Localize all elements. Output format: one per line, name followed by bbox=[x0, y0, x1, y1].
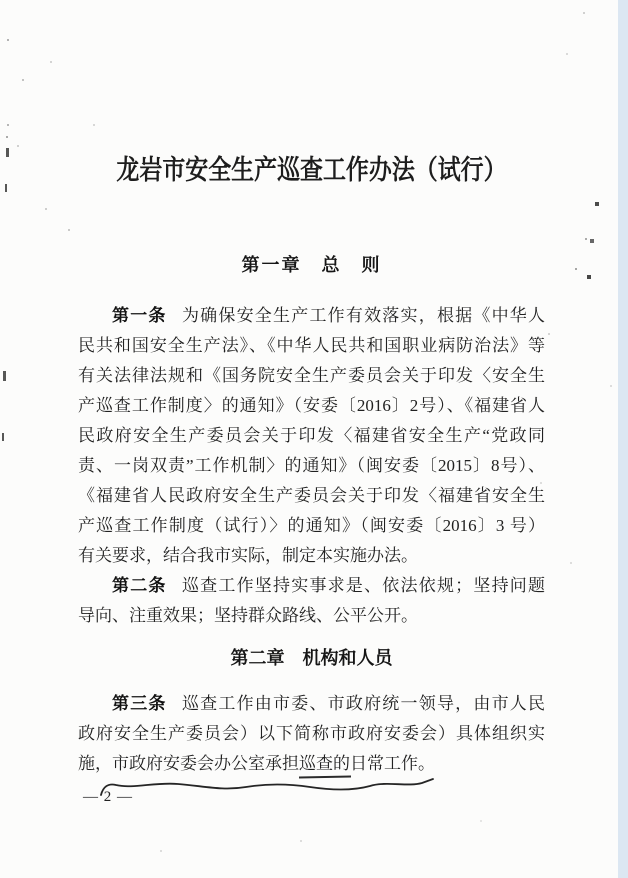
article-3-number: 第三条 bbox=[112, 694, 167, 713]
text-line: 产巡查工作制度〉的通知》（安委〔2016〕2号）、《福建省人 bbox=[78, 396, 545, 415]
text-line: 《福建省人民政府安全生产委员会关于印发〈福建省安全生 bbox=[78, 486, 545, 505]
chapter-2-heading: 第二章 机构和人员 bbox=[230, 648, 393, 668]
text-line: 民政府安全生产委员会关于印发〈福建省安全生产“党政同 bbox=[78, 426, 545, 445]
scan-edge-mark bbox=[5, 184, 7, 192]
text-line: 施，市政府安委会办公室承担巡查的日常工作。 bbox=[78, 754, 435, 773]
article-2-number: 第二条 bbox=[112, 576, 167, 595]
text-line: 导向、注重效果；坚持群众路线、公平公开。 bbox=[78, 606, 418, 625]
page-number: — 2 — bbox=[83, 789, 133, 805]
scan-edge-strip bbox=[618, 0, 628, 878]
scan-noise-specks bbox=[0, 0, 2, 2]
document-title: 龙岩市安全生产巡查工作办法（试行） bbox=[116, 155, 507, 185]
text-run: 巡查工作坚持实事求是、依法依规；坚持问题 bbox=[181, 576, 546, 595]
text-line: 有关法律法规和《国务院安全生产委员会关于印发〈安全生 bbox=[78, 366, 545, 385]
text-line bbox=[78, 301, 545, 331]
text-line bbox=[78, 689, 545, 719]
chapter-1-heading: 第一章 总 则 bbox=[241, 255, 382, 275]
article-1 bbox=[78, 301, 545, 571]
text-run: 为确保安全生产工作有效落实，根据《中华人 bbox=[181, 306, 546, 325]
text-line: 政府安全生产委员会）以下简称市政府安委会）具体组织实 bbox=[78, 724, 545, 743]
text-line: 责、一岗双责”工作机制〉的通知》（闽安委〔2015〕8号）、 bbox=[78, 456, 545, 475]
handwritten-wavy-underline bbox=[94, 774, 440, 798]
text-line: 有关要求，结合我市实际，制定本实施办法。 bbox=[78, 546, 418, 565]
text-line: 民共和国安全生产法》、《中华人民共和国职业病防治法》等 bbox=[78, 336, 545, 355]
scan-edge-mark bbox=[6, 148, 9, 157]
document-body bbox=[78, 152, 545, 779]
text-run: 巡查工作由市委、市政府统一领导，由市人民 bbox=[181, 694, 546, 713]
scan-edge-mark bbox=[3, 371, 6, 381]
article-3 bbox=[78, 689, 545, 779]
text-line: 产巡查工作制度（试行）〉的通知》（闽安委〔2016〕3 号） bbox=[78, 516, 545, 535]
article-1-number: 第一条 bbox=[112, 306, 167, 325]
text-line bbox=[78, 571, 545, 601]
scan-edge-mark bbox=[2, 433, 4, 441]
article-2 bbox=[78, 571, 545, 631]
